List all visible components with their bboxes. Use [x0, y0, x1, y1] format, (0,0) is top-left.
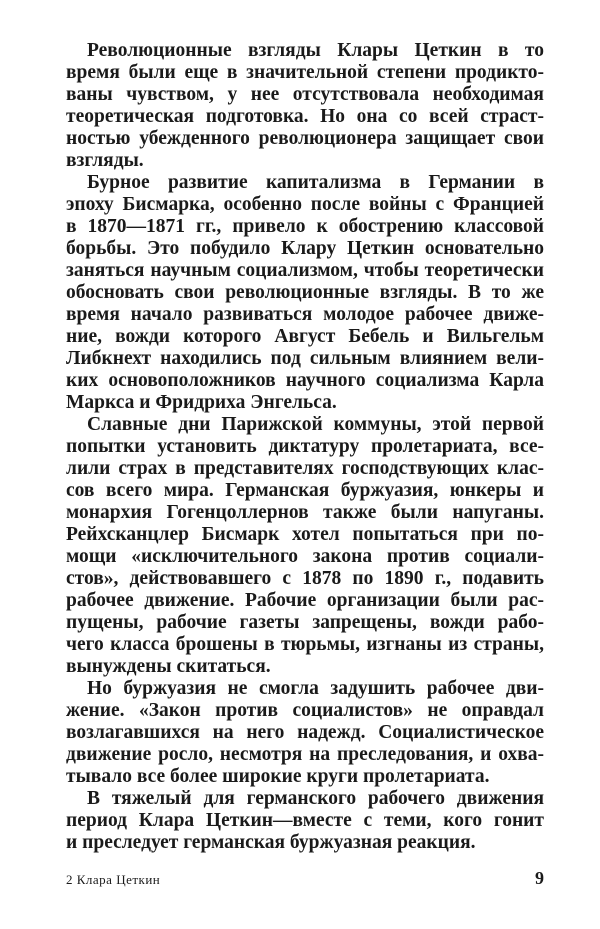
text-line: Бурное развитие капитализма в Германии в	[87, 172, 544, 193]
text-line: В тяжелый для германского рабочего движения	[87, 788, 544, 809]
text-line: возлагавшихся на него надежд. Социалистическое	[66, 722, 544, 743]
page-number: 9	[535, 868, 544, 888]
text-line: ких основоположников научного социализма Карла	[66, 370, 544, 391]
text-line: время начало развиваться молодое рабочее движе-	[66, 304, 544, 325]
text-line: борьбы. Это побудило Клару Цеткин основательно	[66, 238, 544, 259]
text-line: ние, вожди которого Август Бебель и Вильгельм	[66, 326, 544, 347]
text-line: мощи «исключительного закона против социали-	[66, 546, 544, 567]
paragraph	[66, 40, 544, 172]
text-line: пущены, рабочие газеты запрещены, вожди рабо-	[66, 612, 544, 633]
text-line: чего класса брошены в тюрьмы, изгнаны из страны,	[66, 634, 544, 655]
printer-signature: 2 Клара Цеткин	[66, 872, 161, 887]
text-line: ностью убежденного революционера защищает свои	[66, 128, 544, 149]
text-line: стов», действовавшего с 1878 по 1890 г., подавить	[66, 568, 544, 589]
text-line: Революционные взгляды Клары Цеткин в то	[87, 40, 544, 61]
text-line: Славные дни Парижской коммуны, этой первой	[87, 414, 544, 435]
paragraph	[66, 678, 544, 788]
text-line: эпоху Бисмарка, особенно после войны с Францией	[66, 194, 544, 215]
text-line: рабочее движение. Рабочие организации были рас-	[66, 590, 544, 611]
text-line: взгляды.	[66, 150, 144, 171]
text-line: Либкнехт находились под сильным влиянием вели-	[66, 348, 544, 369]
text-line: вынуждены скитаться.	[66, 656, 271, 677]
text-line: заняться научным социализмом, чтобы теоретически	[66, 260, 544, 281]
text-line: обосновать свои революционные взгляды. В то же	[66, 282, 544, 303]
text-line: попытки установить диктатуру пролетариата, все-	[66, 436, 544, 457]
text-line: жение. «Закон против социалистов» не оправдал	[66, 700, 544, 721]
paragraph	[66, 172, 544, 414]
text-line: сов всего мира. Германская буржуазия, юнкеры и	[66, 480, 544, 501]
paragraph	[66, 414, 544, 678]
text-line: время были еще в значительной степени продикто-	[66, 62, 544, 83]
text-line: теоретическая подготовка. Но она со всей страст-	[66, 106, 544, 127]
text-line: и преследует германская буржуазная реакция.	[66, 832, 476, 853]
text-line: лили страх в представителях господствующих клас-	[66, 458, 544, 479]
text-line: Маркса и Фридриха Энгельса.	[66, 392, 337, 413]
text-line: монархия Гогенцоллернов также были напуганы.	[66, 502, 544, 523]
text-line: тывало все более широкие круги пролетариата.	[66, 766, 490, 787]
page-body-text	[66, 40, 544, 854]
text-line: период Клара Цеткин—вместе с теми, кого гонит	[66, 810, 544, 831]
text-line: ваны чувством, у нее отсутствовала необходимая	[66, 84, 544, 105]
paragraph	[66, 788, 544, 854]
text-line: движение росло, несмотря на преследования, и охва-	[66, 744, 544, 765]
text-line: в 1870—1871 гг., привело к обострению классовой	[66, 216, 544, 237]
text-line: Рейхсканцлер Бисмарк хотел попытаться при по-	[66, 524, 544, 545]
text-line: Но буржуазия не смогла задушить рабочее дви-	[87, 678, 544, 699]
